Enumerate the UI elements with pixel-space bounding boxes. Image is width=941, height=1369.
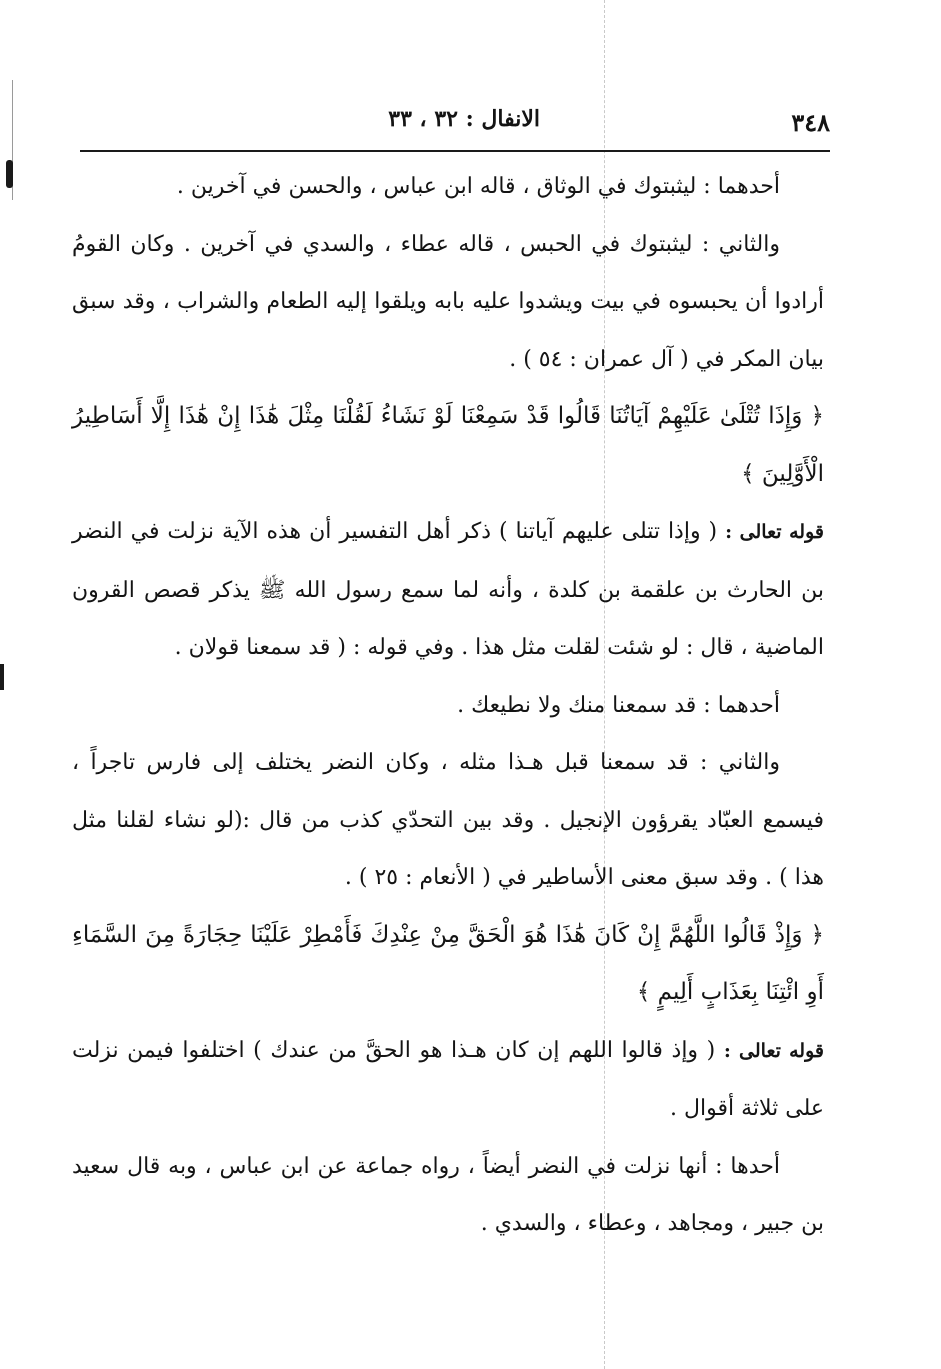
page-header: [80, 100, 830, 152]
page-number: ٣٤٨: [791, 108, 830, 137]
quran-verse: [72, 388, 824, 503]
running-head: الانفال : ٣٢ ، ٣٣: [388, 106, 540, 132]
paragraph-text: أحدها : أنها نزلت في النضر أيضاً ، رواه جماعة عن ابن عباس ، وبه قال سعيد بن جبير ، ومجاهد ، وعطاء ، والسدي .: [72, 1153, 824, 1236]
paragraph-text: أحدهما : ليثبتوك في الوثاق ، قاله ابن عباس ، والحسن في آخرين .: [176, 174, 780, 199]
paragraph-text: ( وإذ قالوا اللهم إن كان هـذا هو الحقَّ من عندك ) اختلفوا فيمن نزلت على ثلاثة أقوال .: [72, 1037, 824, 1121]
quran-verse: [72, 907, 824, 1022]
paragraph-commentary: [72, 503, 824, 677]
paragraph-first-opinion: [72, 158, 824, 216]
paragraph-second-opinion: [72, 216, 824, 389]
paragraph-text: أحدهما : قد سمعنا منك ولا نطيعك .: [457, 692, 780, 718]
verse-text: ﴿ وَإِذَا تُتْلَىٰ عَلَيْهِمْ آيَاتُنَا قَالُوا قَدْ سَمِعْنَا لَوْ نَشَاءُ لَقُلْنَا مِثْلَ هَٰذَا إِنْ هَٰذَا إِلَّا أَسَاطِيرُ الْأَوَّلِينَ ﴾: [72, 403, 824, 487]
scan-artifact-mark: [0, 664, 4, 690]
scan-artifact-mark: [6, 160, 13, 188]
header-rule: [80, 150, 830, 152]
commentary-lead: قوله تعالى :: [725, 521, 824, 543]
paragraph-commentary: [72, 1022, 824, 1138]
paragraph-text: والثاني : قد سمعنا قبل هـذا مثله ، وكان النضر يختلف إلى فارس تاجراً ، فيسمع العبّاد يقرؤون الإنجيل . وقد بين التحدّي كذب من قال :(لو نشاء لقلنا مثل هذا ) . وقد سبق معنى الأساطير في ( الأنعام : ٢٥ ) .: [72, 750, 824, 890]
verse-text: ﴿ وَإِذْ قَالُوا اللَّهُمَّ إِنْ كَانَ هَٰذَا هُوَ الْحَقَّ مِنْ عِنْدِكَ فَأَمْطِرْ عَلَيْنَا حِجَارَةً مِنَ السَّمَاءِ أَوِ ائْتِنَا بِعَذَابٍ أَلِيمٍ ﴾: [72, 921, 824, 1005]
paragraph-text: ( وإذا تتلى عليهم آياتنا ) ذكر أهل التفسير أن هذه الآية نزلت في النضر بن الحارث بن علقمة بن كلدة ، وأنه لما سمع رسول الله ﷺ يذكر قصص القرون الماضية ، قال : لو شئت لقلت مثل هذا . وفي قوله : ( قد سمعنا قولان .: [72, 519, 824, 660]
paragraph-first-opinion: [72, 1138, 824, 1253]
page-body: [72, 158, 824, 1298]
paragraph-first-opinion: [72, 677, 824, 735]
paragraph-text: والثاني : ليثبتوك في الحبس ، قاله عطاء ، والسدي في آخرين . وكان القومُ أرادوا أن يحبسوه في بيت ويشدوا عليه بابه ويلقوا إليه الطعام والشراب ، وقد سبق بيان المكر في ( آل عمران : ٥٤ ) .: [72, 231, 824, 372]
paragraph-second-opinion: [72, 734, 824, 907]
commentary-lead: قوله تعالى :: [723, 1039, 824, 1062]
